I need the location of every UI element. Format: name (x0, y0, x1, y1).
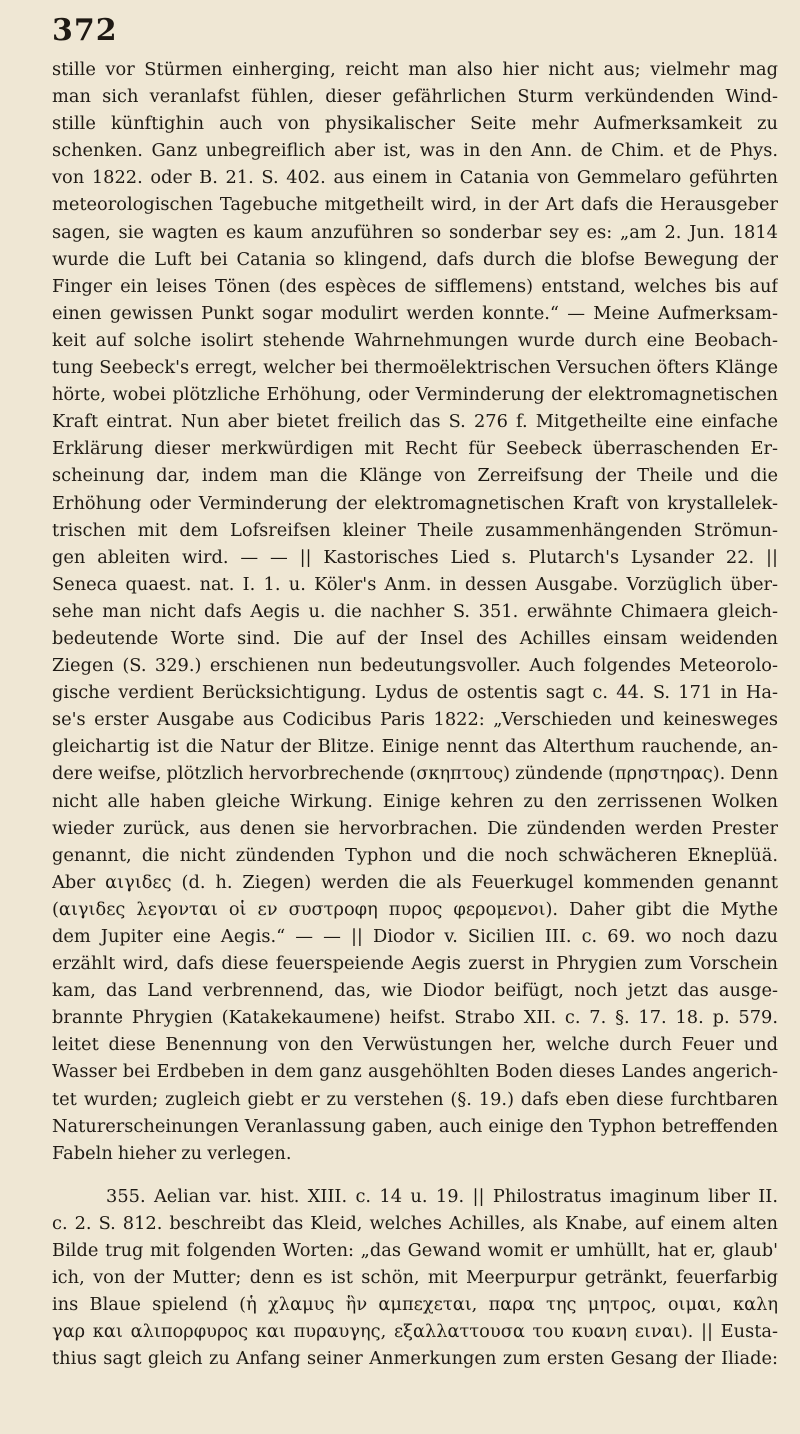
text-line: sagen, sie wagten es kaum anzuführen so sonderbar sey es: „am 2. Jun. 1814 (52, 221, 778, 243)
text-line: brannte Phrygien (Katakekaumene) heifst. Strabo XII. c. 7. §. 17. 18. p. 579. (52, 1007, 778, 1029)
text-line: meteorologischen Tagebuche mitgetheilt wird, in der Art dafs die Herausgeber (52, 194, 778, 216)
text-line: scheinung dar, indem man die Klänge von Zerreifsung der Theile und die (52, 465, 778, 487)
text-line: Naturerscheinungen Veranlassung gaben, auch einige den Typhon betreffenden (52, 1115, 778, 1137)
text-line: genannt, die nicht zündenden Typhon und die noch schwächeren Ekneplüä. (52, 844, 778, 866)
text-line: se's erster Ausgabe aus Codicibus Paris 1822: „Verschieden und keinesweges (52, 709, 778, 731)
text-line: trischen mit dem Lofsreifsen kleiner Theile zusammenhängenden Strömun- (52, 519, 778, 541)
text-line: ins Blaue spielend (ἡ χλαμυς ἣν αμπεχεται, παρα της μητρος, οιμαι, καλη (52, 1294, 778, 1316)
text-line: keit auf solche isolirt stehende Wahrnehmungen wurde durch eine Beobach- (52, 329, 778, 351)
text-line: einen gewissen Punkt sogar modulirt werden konnte.“ — Meine Aufmerksam- (52, 302, 778, 324)
text-line: tung Seebeck's erregt, welcher bei thermoëlektrischen Versuchen öfters Klänge (52, 357, 778, 379)
text-line: Erhöhung oder Verminderung der elektromagnetischen Kraft von krystallelek- (52, 492, 778, 514)
text-line: hörte, wobei plötzliche Erhöhung, oder Verminderung der elektromagnetischen (52, 384, 778, 406)
text-line: Finger ein leises Tönen (des espèces de sifflemens) entstand, welches bis auf (52, 275, 778, 297)
text-line: dem Jupiter eine Aegis.“ — — || Diodor v. Sicilien III. c. 69. wo noch dazu (52, 926, 778, 947)
text-line: kam, das Land verbrennend, das, wie Diodor beifügt, noch jetzt das ausge- (52, 980, 778, 1002)
text-line: gleichartig ist die Natur der Blitze. Einige nennt das Alterthum rauchende, an- (52, 736, 778, 758)
text-line: bedeutende Worte sind. Die auf der Insel des Achilles einsam weidenden (52, 627, 778, 649)
text-line: leitet diese Benennung von den Verwüstungen her, welche durch Feuer und (52, 1034, 778, 1056)
text-line: Wasser bei Erdbeben in dem ganz ausgehöhlten Boden dieses Landes angerich- (52, 1061, 778, 1083)
text-line: stille künftighin auch von physikalischer Seite mehr Aufmerksamkeit zu (52, 113, 778, 135)
text-line: erzählt wird, dafs diese feuerspeiende Aegis zuerst in Phrygien zum Vorschein (52, 953, 778, 975)
text-line: gen ableiten wird. — — || Kastorisches Lied s. Plutarch's Lysander 22. || (52, 546, 778, 568)
text-line: Bilde trug mit folgenden Worten: „das Gewand womit er umhüllt, hat er, glaub' (52, 1240, 778, 1262)
paragraph-gap (52, 1167, 778, 1183)
text-line: wieder zurück, aus denen sie hervorbrachen. Die zündenden werden Prester (52, 817, 778, 839)
text-line: thius sagt gleich zu Anfang seiner Anmerkungen zum ersten Gesang der Iliade: (52, 1348, 778, 1370)
page-number: 372 (52, 13, 118, 48)
text-line: nicht alle haben gleiche Wirkung. Einige kehren zu den zerrissenen Wolken (52, 790, 778, 812)
text-line: c. 2. S. 812. beschreibt das Kleid, welches Achilles, als Knabe, auf einem alten (52, 1212, 778, 1234)
text-line: ich, von der Mutter; denn es ist schön, mit Meerpurpur getränkt, feuerfarbig (52, 1267, 778, 1289)
text-line: Erklärung dieser merkwürdigen mit Recht für Seebeck überraschenden Er- (52, 438, 778, 460)
text-line: 355. Aelian var. hist. XIII. c. 14 u. 19. || Philostratus imaginum liber II. (106, 1185, 778, 1207)
text-line: Ziegen (S. 329.) erschienen nun bedeutungsvoller. Auch folgendes Meteorolo- (52, 655, 778, 677)
text-line: stille vor Stürmen einherging, reicht man also hier nicht aus; vielmehr mag (52, 59, 778, 80)
text-line: Seneca quaest. nat. I. 1. u. Köler's Anm. in dessen Ausgabe. Vorzüglich über- (52, 573, 778, 595)
text-line: Kraft eintrat. Nun aber bietet freilich das S. 276 f. Mitgetheilte eine einfache (52, 411, 778, 433)
text-line: γαρ και αλιπορφυρος και πυραυγης, εξαλλαττουσα του κυανη ειναι). || Eusta- (52, 1321, 778, 1343)
text-line: sehe man nicht dafs Aegis u. die nachher S. 351. erwähnte Chimaera gleich- (52, 600, 778, 622)
text-line: wurde die Luft bei Catania so klingend, dafs durch die blofse Bewegung der (52, 248, 778, 270)
text-line: (αιγιδες λεγονται οἱ εν συστροφη πυρος φερομενοι). Daher gibt die Mythe (52, 898, 778, 920)
text-line: Fabeln hieher zu verlegen. (52, 1142, 292, 1164)
text-line: man sich veranlafst fühlen, dieser gefährlichen Sturm verkündenden Wind- (52, 86, 778, 108)
text-line: schenken. Ganz unbegreiflich aber ist, was in den Ann. de Chim. et de Phys. (52, 140, 778, 162)
main-text (52, 56, 778, 1373)
text-line: gische verdient Berücksichtigung. Lydus de ostentis sagt c. 44. S. 171 in Ha- (52, 682, 778, 704)
text-line: Aber αιγιδες (d. h. Ziegen) werden die als Feuerkugel kommenden genannt (52, 871, 778, 893)
text-line: tet wurden; zugleich giebt er zu verstehen (§. 19.) dafs eben diese furchtbaren (52, 1088, 778, 1110)
text-line: dere weifse, plötzlich hervorbrechende (σκηπτους) zündende (πρηστηρας). Denn (52, 763, 778, 785)
text-line: von 1822. oder B. 21. S. 402. aus einem in Catania von Gemmelaro geführten (52, 167, 778, 189)
